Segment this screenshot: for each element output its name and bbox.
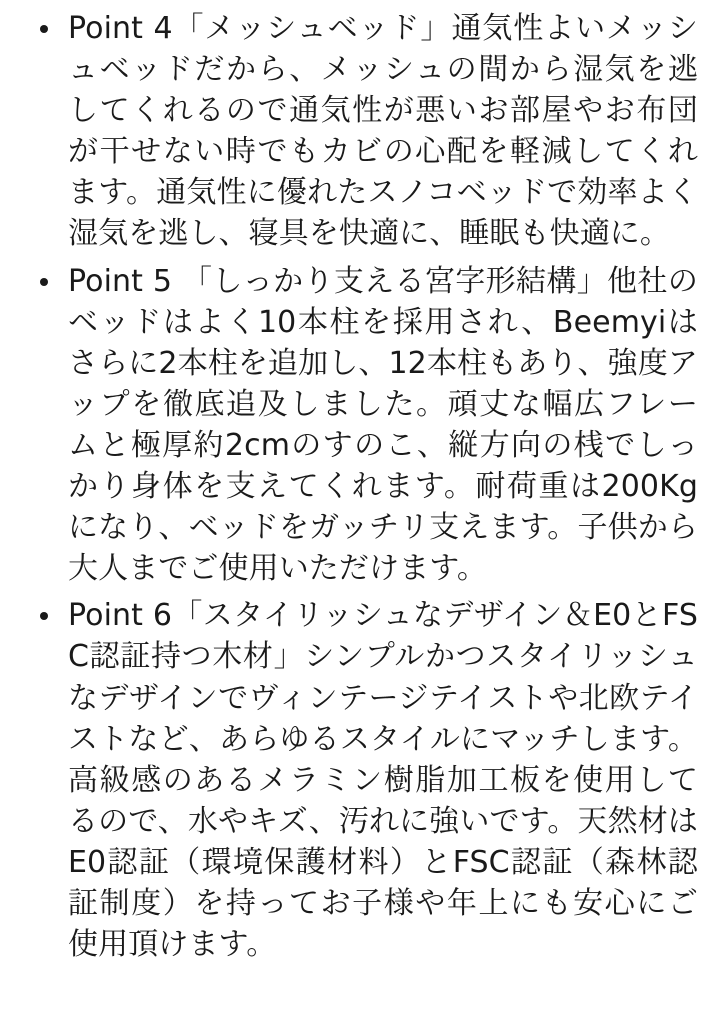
bullet-icon [40, 612, 48, 620]
list-item [18, 595, 698, 965]
list-item-text: Point 4「メッシュベッド」通気性よいメッシュベッドだから、メッシュの間から湿気を逃してくれるので通気性が悪いお部屋やお布団が干せない時でもカビの心配を軽減してくれます。通気性に優れたスノコベッドで効率よく湿気を逃し、寝具を快適に、睡眠も快適に。 [68, 11, 698, 252]
list-item-text: Point 6「スタイリッシュなデザイン＆E0とFSC認証持つ木材」シンプルかつスタイリッシュなデザインでヴィンテージテイストや北欧テイストなど、あらゆるスタイルにマッチします。高級感のあるメラミン樹脂加工板を使用してるので、水やキズ、汚れに強いです。天然材はE0認証（環境保護材料）とFSC認証（森林認証制度）を持ってお子様や年上にも安心にご使用頂けます。 [68, 598, 698, 963]
list-item [18, 8, 698, 255]
feature-points-list [18, 8, 698, 965]
bullet-icon [40, 25, 48, 33]
list-item [18, 261, 698, 590]
list-item-text: Point 5 「しっかり支える宮字形結構」他社のベッドはよく10本柱を採用され、Beemyiはさらに2本柱を追加し、12本柱もあり、強度アップを徹底追及しました。頑丈な幅広フレームと極厚約2cmのすのこ、縦方向の桟でしっかり身体を支えてくれます。耐荷重は200Kgになり、ベッドをガッチリ支えます。子供から大人までご使用いただけます。 [68, 263, 698, 587]
bullet-icon [40, 278, 48, 286]
